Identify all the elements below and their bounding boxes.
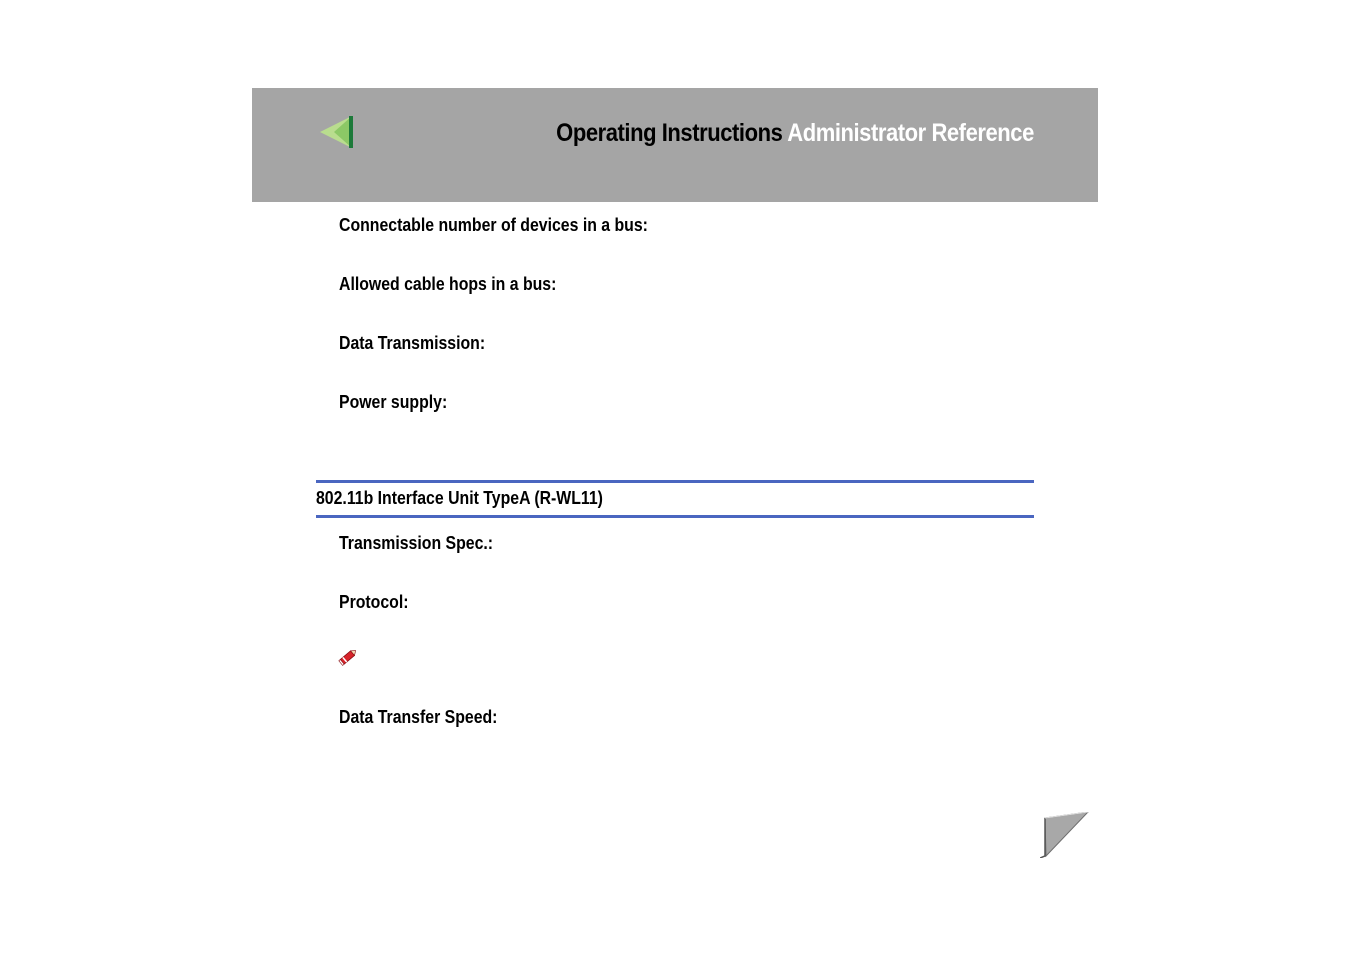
section-title: 802.11b Interface Unit TypeA (R-WL11) [316, 488, 603, 508]
title-main: Operating Instructions [556, 119, 783, 147]
page-title [556, 119, 1034, 148]
spec-label-data-transfer-speed: Data Transfer Speed: [339, 707, 498, 727]
back-arrow-icon[interactable] [320, 114, 354, 150]
spec-label-power-supply: Power supply: [339, 392, 448, 412]
spec-label-transmission-spec: Transmission Spec.: [339, 533, 494, 553]
section-heading [316, 480, 1034, 518]
title-sub: Administrator Reference [787, 119, 1034, 147]
next-page-corner-icon[interactable] [1040, 812, 1090, 858]
page-header [252, 88, 1098, 202]
spec-label-connectable-devices: Connectable number of devices in a bus: [339, 215, 648, 235]
spec-label-cable-hops: Allowed cable hops in a bus: [339, 274, 557, 294]
spec-label-data-transmission: Data Transmission: [339, 333, 486, 353]
pencil-note-icon [338, 647, 358, 667]
spec-label-protocol: Protocol: [339, 592, 409, 612]
